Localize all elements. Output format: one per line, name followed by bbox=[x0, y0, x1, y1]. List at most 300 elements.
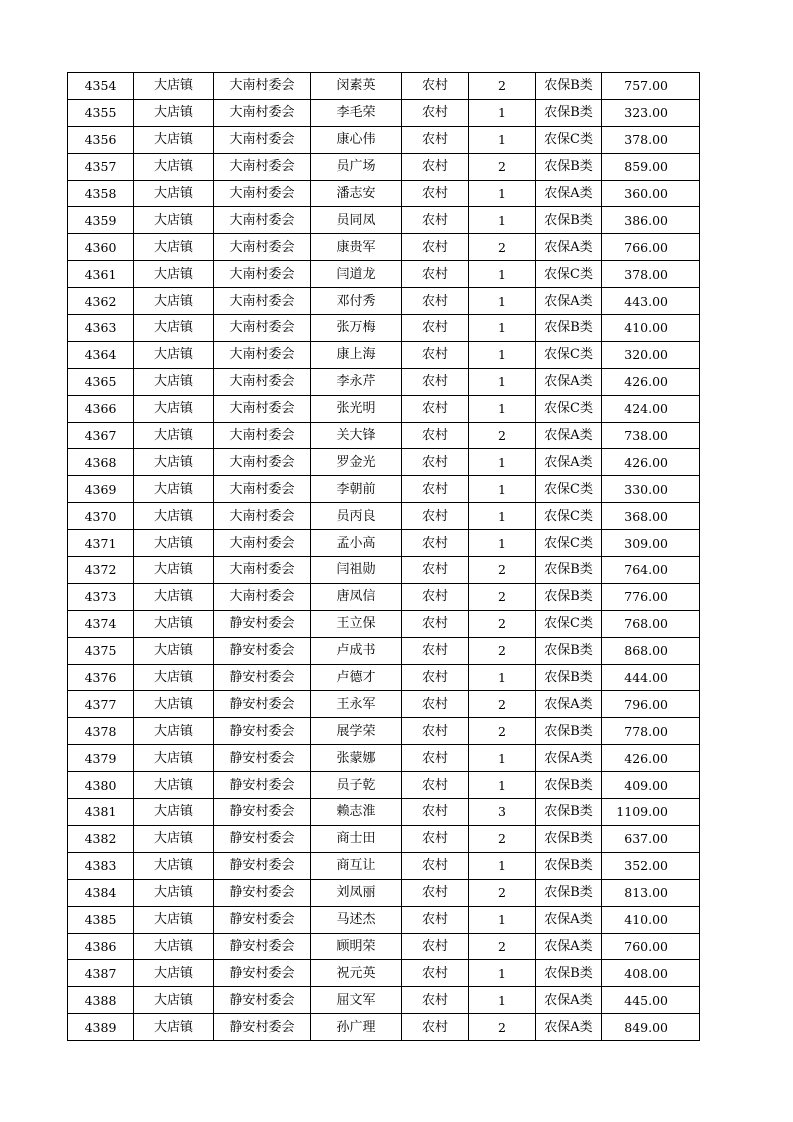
person-name-cell: 祝元英 bbox=[311, 960, 402, 987]
table-row bbox=[68, 772, 700, 799]
residence-type-cell: 农村 bbox=[402, 906, 469, 933]
table-row bbox=[68, 73, 700, 100]
household-count-cell: 1 bbox=[469, 315, 536, 342]
row-id-cell: 4386 bbox=[68, 933, 134, 960]
amount-cell: 868.00 bbox=[602, 637, 700, 664]
amount-cell: 360.00 bbox=[602, 180, 700, 207]
amount-cell: 796.00 bbox=[602, 691, 700, 718]
amount-cell: 760.00 bbox=[602, 933, 700, 960]
village-committee-cell: 静安村委会 bbox=[214, 745, 311, 772]
residence-type-cell: 农村 bbox=[402, 503, 469, 530]
residence-type-cell: 农村 bbox=[402, 422, 469, 449]
amount-cell: 386.00 bbox=[602, 207, 700, 234]
household-count-cell: 1 bbox=[469, 288, 536, 315]
household-count-cell: 1 bbox=[469, 503, 536, 530]
household-count-cell: 2 bbox=[469, 718, 536, 745]
insurance-category-cell: 农保C类 bbox=[536, 503, 602, 530]
town-cell: 大店镇 bbox=[134, 422, 214, 449]
amount-cell: 323.00 bbox=[602, 99, 700, 126]
row-id-cell: 4378 bbox=[68, 718, 134, 745]
village-committee-cell: 大南村委会 bbox=[214, 530, 311, 557]
amount-cell: 378.00 bbox=[602, 261, 700, 288]
table-row bbox=[68, 557, 700, 584]
insurance-category-cell: 农保B类 bbox=[536, 852, 602, 879]
household-count-cell: 2 bbox=[469, 234, 536, 261]
person-name-cell: 王永军 bbox=[311, 691, 402, 718]
household-count-cell: 1 bbox=[469, 180, 536, 207]
row-id-cell: 4372 bbox=[68, 557, 134, 584]
insurance-category-cell: 农保A类 bbox=[536, 180, 602, 207]
residence-type-cell: 农村 bbox=[402, 449, 469, 476]
amount-cell: 778.00 bbox=[602, 718, 700, 745]
table-row bbox=[68, 180, 700, 207]
amount-cell: 444.00 bbox=[602, 664, 700, 691]
town-cell: 大店镇 bbox=[134, 825, 214, 852]
table-row bbox=[68, 530, 700, 557]
village-committee-cell: 静安村委会 bbox=[214, 906, 311, 933]
amount-cell: 368.00 bbox=[602, 503, 700, 530]
household-count-cell: 1 bbox=[469, 530, 536, 557]
household-count-cell: 1 bbox=[469, 772, 536, 799]
row-id-cell: 4385 bbox=[68, 906, 134, 933]
person-name-cell: 刘凤丽 bbox=[311, 879, 402, 906]
household-count-cell: 2 bbox=[469, 637, 536, 664]
village-committee-cell: 大南村委会 bbox=[214, 395, 311, 422]
town-cell: 大店镇 bbox=[134, 395, 214, 422]
village-committee-cell: 大南村委会 bbox=[214, 557, 311, 584]
village-committee-cell: 大南村委会 bbox=[214, 341, 311, 368]
table-row bbox=[68, 99, 700, 126]
village-committee-cell: 静安村委会 bbox=[214, 718, 311, 745]
village-committee-cell: 大南村委会 bbox=[214, 288, 311, 315]
town-cell: 大店镇 bbox=[134, 126, 214, 153]
person-name-cell: 罗金光 bbox=[311, 449, 402, 476]
person-name-cell: 唐凤信 bbox=[311, 583, 402, 610]
residence-type-cell: 农村 bbox=[402, 395, 469, 422]
town-cell: 大店镇 bbox=[134, 879, 214, 906]
residence-type-cell: 农村 bbox=[402, 879, 469, 906]
row-id-cell: 4377 bbox=[68, 691, 134, 718]
insurance-category-cell: 农保A类 bbox=[536, 422, 602, 449]
insurance-category-cell: 农保B类 bbox=[536, 583, 602, 610]
row-id-cell: 4389 bbox=[68, 1014, 134, 1041]
table-row bbox=[68, 933, 700, 960]
person-name-cell: 商互让 bbox=[311, 852, 402, 879]
row-id-cell: 4375 bbox=[68, 637, 134, 664]
person-name-cell: 张光明 bbox=[311, 395, 402, 422]
residence-type-cell: 农村 bbox=[402, 315, 469, 342]
insurance-category-cell: 农保A类 bbox=[536, 933, 602, 960]
residence-type-cell: 农村 bbox=[402, 852, 469, 879]
household-count-cell: 2 bbox=[469, 583, 536, 610]
person-name-cell: 王立保 bbox=[311, 610, 402, 637]
residence-type-cell: 农村 bbox=[402, 933, 469, 960]
town-cell: 大店镇 bbox=[134, 476, 214, 503]
row-id-cell: 4370 bbox=[68, 503, 134, 530]
insurance-category-cell: 农保B类 bbox=[536, 960, 602, 987]
table-row bbox=[68, 153, 700, 180]
amount-cell: 426.00 bbox=[602, 368, 700, 395]
person-name-cell: 商士田 bbox=[311, 825, 402, 852]
insurance-category-cell: 农保A类 bbox=[536, 745, 602, 772]
table-row bbox=[68, 879, 700, 906]
table-row bbox=[68, 315, 700, 342]
row-id-cell: 4356 bbox=[68, 126, 134, 153]
insurance-category-cell: 农保B类 bbox=[536, 557, 602, 584]
row-id-cell: 4374 bbox=[68, 610, 134, 637]
residence-type-cell: 农村 bbox=[402, 99, 469, 126]
town-cell: 大店镇 bbox=[134, 99, 214, 126]
amount-cell: 330.00 bbox=[602, 476, 700, 503]
household-count-cell: 2 bbox=[469, 933, 536, 960]
table-row bbox=[68, 476, 700, 503]
table-row bbox=[68, 234, 700, 261]
town-cell: 大店镇 bbox=[134, 1014, 214, 1041]
insurance-category-cell: 农保A类 bbox=[536, 234, 602, 261]
household-count-cell: 2 bbox=[469, 1014, 536, 1041]
village-committee-cell: 大南村委会 bbox=[214, 73, 311, 100]
town-cell: 大店镇 bbox=[134, 718, 214, 745]
town-cell: 大店镇 bbox=[134, 799, 214, 826]
amount-cell: 352.00 bbox=[602, 852, 700, 879]
amount-cell: 813.00 bbox=[602, 879, 700, 906]
person-name-cell: 康上海 bbox=[311, 341, 402, 368]
person-name-cell: 张蒙娜 bbox=[311, 745, 402, 772]
table-row bbox=[68, 368, 700, 395]
amount-cell: 309.00 bbox=[602, 530, 700, 557]
town-cell: 大店镇 bbox=[134, 153, 214, 180]
person-name-cell: 孙广理 bbox=[311, 1014, 402, 1041]
residence-type-cell: 农村 bbox=[402, 583, 469, 610]
household-count-cell: 1 bbox=[469, 960, 536, 987]
town-cell: 大店镇 bbox=[134, 664, 214, 691]
insurance-category-cell: 农保A类 bbox=[536, 1014, 602, 1041]
town-cell: 大店镇 bbox=[134, 583, 214, 610]
amount-cell: 764.00 bbox=[602, 557, 700, 584]
insurance-category-cell: 农保B类 bbox=[536, 664, 602, 691]
table-row bbox=[68, 745, 700, 772]
residence-type-cell: 农村 bbox=[402, 825, 469, 852]
household-count-cell: 1 bbox=[469, 449, 536, 476]
town-cell: 大店镇 bbox=[134, 852, 214, 879]
row-id-cell: 4365 bbox=[68, 368, 134, 395]
data-table bbox=[67, 72, 700, 1041]
person-name-cell: 闵素英 bbox=[311, 73, 402, 100]
village-committee-cell: 大南村委会 bbox=[214, 422, 311, 449]
village-committee-cell: 大南村委会 bbox=[214, 583, 311, 610]
amount-cell: 424.00 bbox=[602, 395, 700, 422]
insurance-category-cell: 农保B类 bbox=[536, 73, 602, 100]
row-id-cell: 4360 bbox=[68, 234, 134, 261]
residence-type-cell: 农村 bbox=[402, 718, 469, 745]
person-name-cell: 李永芹 bbox=[311, 368, 402, 395]
amount-cell: 637.00 bbox=[602, 825, 700, 852]
household-count-cell: 1 bbox=[469, 906, 536, 933]
table-row bbox=[68, 825, 700, 852]
town-cell: 大店镇 bbox=[134, 772, 214, 799]
village-committee-cell: 静安村委会 bbox=[214, 960, 311, 987]
insurance-category-cell: 农保B类 bbox=[536, 99, 602, 126]
person-name-cell: 卢成书 bbox=[311, 637, 402, 664]
table-row bbox=[68, 637, 700, 664]
village-committee-cell: 大南村委会 bbox=[214, 99, 311, 126]
town-cell: 大店镇 bbox=[134, 180, 214, 207]
town-cell: 大店镇 bbox=[134, 315, 214, 342]
town-cell: 大店镇 bbox=[134, 368, 214, 395]
table-row bbox=[68, 422, 700, 449]
household-count-cell: 2 bbox=[469, 73, 536, 100]
residence-type-cell: 农村 bbox=[402, 368, 469, 395]
row-id-cell: 4368 bbox=[68, 449, 134, 476]
residence-type-cell: 农村 bbox=[402, 234, 469, 261]
village-committee-cell: 静安村委会 bbox=[214, 852, 311, 879]
row-id-cell: 4373 bbox=[68, 583, 134, 610]
row-id-cell: 4382 bbox=[68, 825, 134, 852]
village-committee-cell: 大南村委会 bbox=[214, 261, 311, 288]
household-count-cell: 1 bbox=[469, 99, 536, 126]
insurance-category-cell: 农保A类 bbox=[536, 449, 602, 476]
town-cell: 大店镇 bbox=[134, 261, 214, 288]
insurance-category-cell: 农保A类 bbox=[536, 987, 602, 1014]
insurance-category-cell: 农保B类 bbox=[536, 799, 602, 826]
insurance-category-cell: 农保B类 bbox=[536, 825, 602, 852]
amount-cell: 378.00 bbox=[602, 126, 700, 153]
residence-type-cell: 农村 bbox=[402, 153, 469, 180]
row-id-cell: 4366 bbox=[68, 395, 134, 422]
row-id-cell: 4358 bbox=[68, 180, 134, 207]
table-row bbox=[68, 799, 700, 826]
insurance-category-cell: 农保C类 bbox=[536, 126, 602, 153]
town-cell: 大店镇 bbox=[134, 530, 214, 557]
row-id-cell: 4369 bbox=[68, 476, 134, 503]
village-committee-cell: 大南村委会 bbox=[214, 153, 311, 180]
insurance-category-cell: 农保A类 bbox=[536, 368, 602, 395]
town-cell: 大店镇 bbox=[134, 207, 214, 234]
town-cell: 大店镇 bbox=[134, 234, 214, 261]
town-cell: 大店镇 bbox=[134, 341, 214, 368]
village-committee-cell: 静安村委会 bbox=[214, 610, 311, 637]
village-committee-cell: 静安村委会 bbox=[214, 879, 311, 906]
table-row bbox=[68, 126, 700, 153]
household-count-cell: 1 bbox=[469, 126, 536, 153]
residence-type-cell: 农村 bbox=[402, 288, 469, 315]
insurance-category-cell: 农保A类 bbox=[536, 691, 602, 718]
amount-cell: 408.00 bbox=[602, 960, 700, 987]
town-cell: 大店镇 bbox=[134, 691, 214, 718]
household-count-cell: 2 bbox=[469, 422, 536, 449]
residence-type-cell: 农村 bbox=[402, 987, 469, 1014]
village-committee-cell: 大南村委会 bbox=[214, 503, 311, 530]
village-committee-cell: 静安村委会 bbox=[214, 799, 311, 826]
row-id-cell: 4381 bbox=[68, 799, 134, 826]
row-id-cell: 4357 bbox=[68, 153, 134, 180]
residence-type-cell: 农村 bbox=[402, 126, 469, 153]
residence-type-cell: 农村 bbox=[402, 1014, 469, 1041]
row-id-cell: 4354 bbox=[68, 73, 134, 100]
person-name-cell: 孟小高 bbox=[311, 530, 402, 557]
residence-type-cell: 农村 bbox=[402, 799, 469, 826]
village-committee-cell: 大南村委会 bbox=[214, 368, 311, 395]
household-count-cell: 2 bbox=[469, 691, 536, 718]
residence-type-cell: 农村 bbox=[402, 207, 469, 234]
table-row bbox=[68, 261, 700, 288]
table-row bbox=[68, 503, 700, 530]
insurance-category-cell: 农保C类 bbox=[536, 261, 602, 288]
household-count-cell: 3 bbox=[469, 799, 536, 826]
row-id-cell: 4388 bbox=[68, 987, 134, 1014]
insurance-category-cell: 农保B类 bbox=[536, 207, 602, 234]
village-committee-cell: 大南村委会 bbox=[214, 126, 311, 153]
row-id-cell: 4379 bbox=[68, 745, 134, 772]
amount-cell: 859.00 bbox=[602, 153, 700, 180]
household-count-cell: 1 bbox=[469, 852, 536, 879]
amount-cell: 426.00 bbox=[602, 745, 700, 772]
person-name-cell: 关大锋 bbox=[311, 422, 402, 449]
insurance-category-cell: 农保C类 bbox=[536, 530, 602, 557]
person-name-cell: 康贵军 bbox=[311, 234, 402, 261]
village-committee-cell: 大南村委会 bbox=[214, 315, 311, 342]
person-name-cell: 屈文军 bbox=[311, 987, 402, 1014]
row-id-cell: 4363 bbox=[68, 315, 134, 342]
residence-type-cell: 农村 bbox=[402, 960, 469, 987]
residence-type-cell: 农村 bbox=[402, 745, 469, 772]
town-cell: 大店镇 bbox=[134, 73, 214, 100]
person-name-cell: 卢德才 bbox=[311, 664, 402, 691]
table-row bbox=[68, 987, 700, 1014]
table-row bbox=[68, 288, 700, 315]
town-cell: 大店镇 bbox=[134, 933, 214, 960]
row-id-cell: 4355 bbox=[68, 99, 134, 126]
household-count-cell: 2 bbox=[469, 825, 536, 852]
household-count-cell: 1 bbox=[469, 368, 536, 395]
insurance-category-cell: 农保B类 bbox=[536, 772, 602, 799]
residence-type-cell: 农村 bbox=[402, 261, 469, 288]
village-committee-cell: 大南村委会 bbox=[214, 449, 311, 476]
village-committee-cell: 静安村委会 bbox=[214, 825, 311, 852]
person-name-cell: 员广场 bbox=[311, 153, 402, 180]
residence-type-cell: 农村 bbox=[402, 557, 469, 584]
person-name-cell: 张万梅 bbox=[311, 315, 402, 342]
amount-cell: 445.00 bbox=[602, 987, 700, 1014]
person-name-cell: 展学荣 bbox=[311, 718, 402, 745]
village-committee-cell: 静安村委会 bbox=[214, 691, 311, 718]
village-committee-cell: 大南村委会 bbox=[214, 234, 311, 261]
person-name-cell: 马述杰 bbox=[311, 906, 402, 933]
insurance-category-cell: 农保C类 bbox=[536, 610, 602, 637]
row-id-cell: 4383 bbox=[68, 852, 134, 879]
amount-cell: 1109.00 bbox=[602, 799, 700, 826]
town-cell: 大店镇 bbox=[134, 610, 214, 637]
row-id-cell: 4362 bbox=[68, 288, 134, 315]
table-row bbox=[68, 341, 700, 368]
household-count-cell: 1 bbox=[469, 476, 536, 503]
town-cell: 大店镇 bbox=[134, 960, 214, 987]
amount-cell: 766.00 bbox=[602, 234, 700, 261]
table-row bbox=[68, 718, 700, 745]
person-name-cell: 潘志安 bbox=[311, 180, 402, 207]
town-cell: 大店镇 bbox=[134, 637, 214, 664]
household-count-cell: 1 bbox=[469, 987, 536, 1014]
residence-type-cell: 农村 bbox=[402, 476, 469, 503]
person-name-cell: 顾明荣 bbox=[311, 933, 402, 960]
person-name-cell: 员同凤 bbox=[311, 207, 402, 234]
person-name-cell: 赖志淮 bbox=[311, 799, 402, 826]
household-count-cell: 1 bbox=[469, 745, 536, 772]
insurance-category-cell: 农保B类 bbox=[536, 315, 602, 342]
amount-cell: 738.00 bbox=[602, 422, 700, 449]
residence-type-cell: 农村 bbox=[402, 180, 469, 207]
table-row bbox=[68, 960, 700, 987]
person-name-cell: 李朝前 bbox=[311, 476, 402, 503]
residence-type-cell: 农村 bbox=[402, 664, 469, 691]
table-row bbox=[68, 207, 700, 234]
town-cell: 大店镇 bbox=[134, 745, 214, 772]
insurance-category-cell: 农保C类 bbox=[536, 341, 602, 368]
table-row bbox=[68, 664, 700, 691]
row-id-cell: 4371 bbox=[68, 530, 134, 557]
person-name-cell: 闫道龙 bbox=[311, 261, 402, 288]
amount-cell: 849.00 bbox=[602, 1014, 700, 1041]
town-cell: 大店镇 bbox=[134, 503, 214, 530]
village-committee-cell: 静安村委会 bbox=[214, 637, 311, 664]
table-row bbox=[68, 610, 700, 637]
insurance-category-cell: 农保B类 bbox=[536, 718, 602, 745]
amount-cell: 768.00 bbox=[602, 610, 700, 637]
village-committee-cell: 大南村委会 bbox=[214, 207, 311, 234]
residence-type-cell: 农村 bbox=[402, 610, 469, 637]
person-name-cell: 李毛荣 bbox=[311, 99, 402, 126]
person-name-cell: 员子乾 bbox=[311, 772, 402, 799]
insurance-category-cell: 农保B类 bbox=[536, 637, 602, 664]
household-count-cell: 2 bbox=[469, 557, 536, 584]
village-committee-cell: 大南村委会 bbox=[214, 476, 311, 503]
town-cell: 大店镇 bbox=[134, 288, 214, 315]
amount-cell: 409.00 bbox=[602, 772, 700, 799]
row-id-cell: 4364 bbox=[68, 341, 134, 368]
residence-type-cell: 农村 bbox=[402, 691, 469, 718]
household-count-cell: 1 bbox=[469, 207, 536, 234]
insurance-category-cell: 农保C类 bbox=[536, 476, 602, 503]
village-committee-cell: 静安村委会 bbox=[214, 933, 311, 960]
insurance-category-cell: 农保B类 bbox=[536, 153, 602, 180]
insurance-category-cell: 农保A类 bbox=[536, 906, 602, 933]
village-committee-cell: 静安村委会 bbox=[214, 1014, 311, 1041]
village-committee-cell: 静安村委会 bbox=[214, 772, 311, 799]
insurance-category-cell: 农保A类 bbox=[536, 288, 602, 315]
amount-cell: 410.00 bbox=[602, 315, 700, 342]
household-count-cell: 1 bbox=[469, 664, 536, 691]
amount-cell: 426.00 bbox=[602, 449, 700, 476]
table-row bbox=[68, 691, 700, 718]
residence-type-cell: 农村 bbox=[402, 73, 469, 100]
village-committee-cell: 大南村委会 bbox=[214, 180, 311, 207]
village-committee-cell: 静安村委会 bbox=[214, 664, 311, 691]
row-id-cell: 4376 bbox=[68, 664, 134, 691]
town-cell: 大店镇 bbox=[134, 987, 214, 1014]
household-count-cell: 2 bbox=[469, 879, 536, 906]
person-name-cell: 闫祖勋 bbox=[311, 557, 402, 584]
insurance-category-cell: 农保B类 bbox=[536, 879, 602, 906]
row-id-cell: 4380 bbox=[68, 772, 134, 799]
household-count-cell: 2 bbox=[469, 153, 536, 180]
person-name-cell: 康心伟 bbox=[311, 126, 402, 153]
residence-type-cell: 农村 bbox=[402, 772, 469, 799]
amount-cell: 320.00 bbox=[602, 341, 700, 368]
amount-cell: 443.00 bbox=[602, 288, 700, 315]
residence-type-cell: 农村 bbox=[402, 637, 469, 664]
table-body bbox=[68, 73, 700, 1041]
household-count-cell: 1 bbox=[469, 395, 536, 422]
